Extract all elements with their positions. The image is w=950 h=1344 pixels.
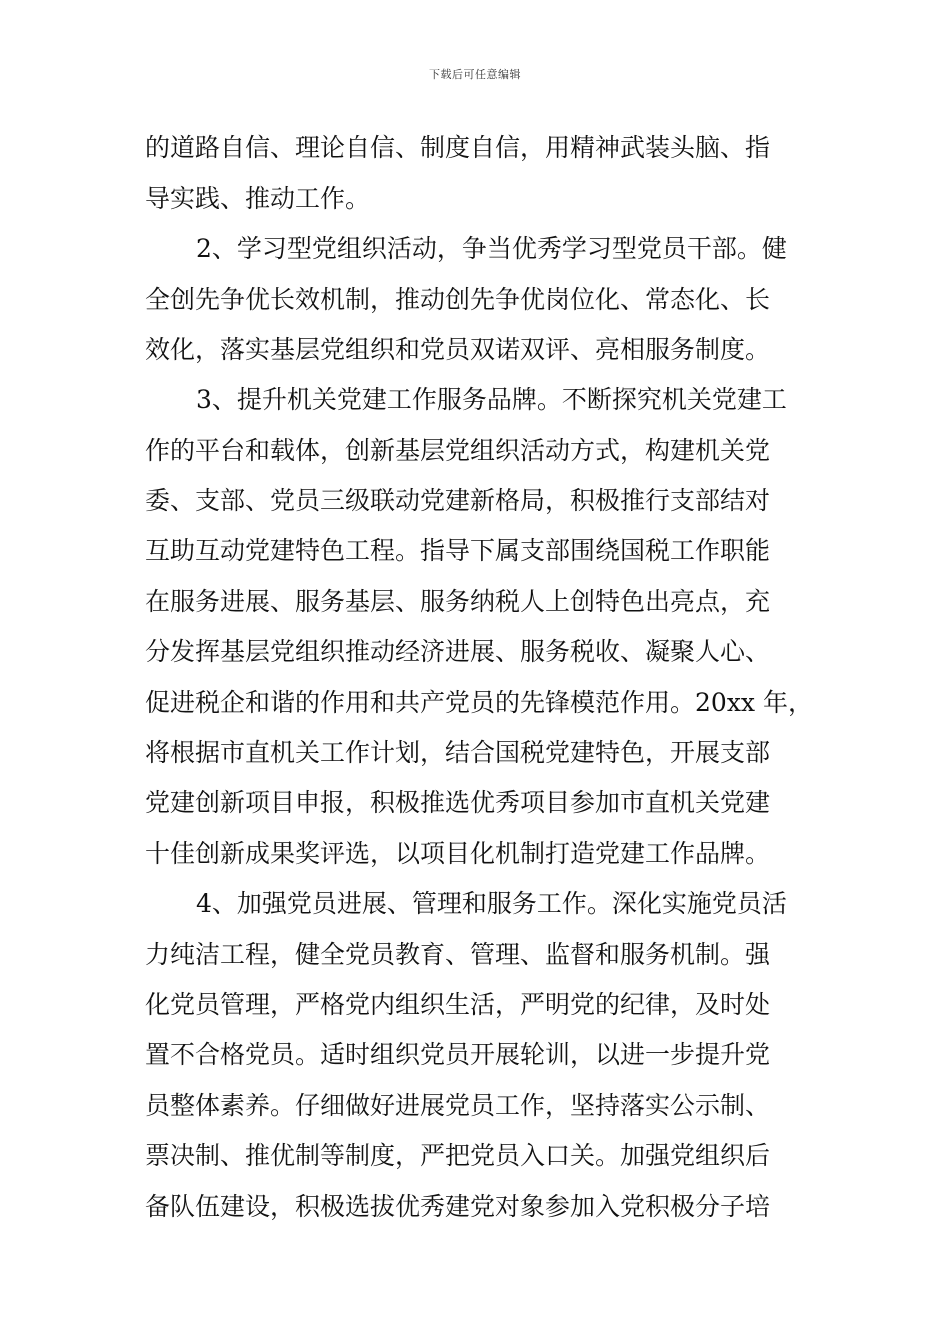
text-line: 备队伍建设，积极选拔优秀建党对象参加入党积极分子培 [145,1192,771,1221]
text-line: 力纯洁工程，健全党员教育、管理、监督和服务机制。强 [145,940,771,969]
text-line: 促进税企和谐的作用和共产党员的先锋模范作用。20xx 年， [145,688,813,717]
text-line: 委、支部、党员三级联动党建新格局，积极推行支部结对 [145,486,771,515]
text-line: 作的平台和载体，创新基层党组织活动方式，构建机关党 [145,436,771,465]
text-line: 党建创新项目申报，积极推选优秀项目参加市直机关党建 [145,788,771,817]
text-line: 十佳创新成果奖评选，以项目化机制打造党建工作品牌。 [145,839,771,868]
text-line: 在服务进展、服务基层、服务纳税人上创特色出亮点，充 [145,587,771,616]
text-line: 分发挥基层党组织推动经济进展、服务税收、凝聚人心、 [145,637,771,666]
text-line: 的道路自信、理论自信、制度自信，用精神武装头脑、指 [145,133,771,162]
text-line: 3、提升机关党建工作服务品牌。不断探究机关党建工 [196,385,787,414]
text-line: 4、加强党员进展、管理和服务工作。深化实施党员活 [196,889,787,918]
text-line: 置不合格党员。适时组织党员开展轮训，以进一步提升党 [145,1040,771,1069]
text-line: 2、学习型党组织活动，争当优秀学习型党员干部。健 [196,234,787,263]
page-header-note: 下载后可任意编辑 [429,68,521,81]
text-line: 化党员管理，严格党内组织生活，严明党的纪律，及时处 [145,990,771,1019]
text-line: 票决制、推优制等制度，严把党员入口关。加强党组织后 [145,1141,771,1170]
text-line: 互助互动党建特色工程。指导下属支部围绕国税工作职能 [145,536,771,565]
text-line: 将根据市直机关工作计划，结合国税党建特色，开展支部 [145,738,771,767]
text-line: 员整体素养。仔细做好进展党员工作，坚持落实公示制、 [145,1091,771,1120]
text-line: 全创先争优长效机制，推动创先争优岗位化、常态化、长 [145,285,771,314]
text-line: 导实践、推动工作。 [145,184,371,213]
text-line: 效化，落实基层党组织和党员双诺双评、亮相服务制度。 [145,335,771,364]
